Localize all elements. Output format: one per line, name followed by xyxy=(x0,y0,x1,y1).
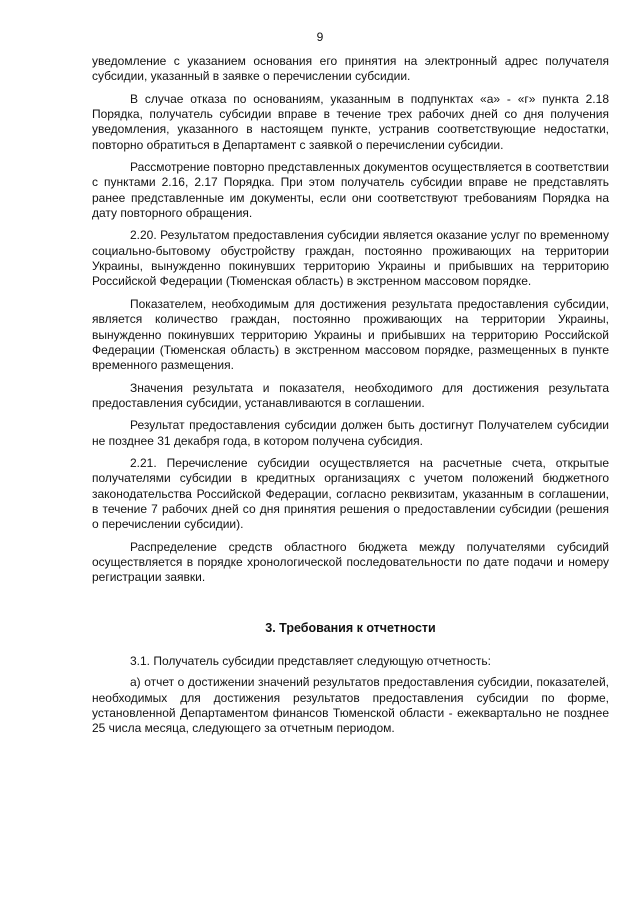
paragraph-result-deadline: Результат предоставления субсидии должен быть достигнут Получателем субсидии не позднее 31 декабря года, в котором получена субсидия. xyxy=(92,418,609,448)
paragraph-values-agreement: Значения результата и показателя, необходимого для достижения результата предоставления субсидии, устанавливаются в соглашении. xyxy=(92,380,609,410)
page-number: 9 xyxy=(316,30,324,44)
paragraph-2-20-result: 2.20. Результатом предоставления субсидии является оказание услуг по временному социально-бытовому обустройству граждан, постоянно проживающих на территории Украины, вынужденно покинувших территорию Украины и прибывших на территорию Российской Федерации (Тюменская область) в экстренном массовом порядке. xyxy=(92,228,609,289)
paragraph-budget-distribution: Распределение средств областного бюджета между получателями субсидий осуществляется в порядке хронологической последовательности по дате подачи и номеру регистрации заявки. xyxy=(92,539,609,585)
section-heading-reporting: 3. Требования к отчетности xyxy=(265,620,436,635)
paragraph-report-item-a: а) отчет о достижении значений результатов предоставления субсидии, показателей, необходимых для достижения результатов предоставления субсидии по форме, установленной Департаментом финансов Тюменской области - ежеквартально не позднее 25 числа месяца, следующего за отчетным периодом. xyxy=(92,675,609,736)
paragraph-2-21-transfer: 2.21. Перечисление субсидии осуществляется на расчетные счета, открытые получателями субсидии в кредитных организациях с учетом положений бюджетного законодательства Российской Федерации, согласно реквизитам, указанным в соглашении, в течение 7 рабочих дней со дня принятия решения о предоставлении субсидии (решения о перечислении субсидии). xyxy=(92,455,609,532)
paragraph-review-documents: Рассмотрение повторно представленных документов осуществляется в соответствии с пунктами 2.16, 2.17 Порядка. При этом получатель субсидии вправе не представлять ранее представленные им документы, если они соответствуют требованиям Порядка на дату повторного обращения. xyxy=(92,160,609,221)
paragraph-indicator: Показателем, необходимым для достижения результата предоставления субсидии, является количество граждан, постоянно проживающих на территории Украины, вынужденно покинувших территорию Украины и прибывших на территорию Российской Федерации (Тюменская область) в экстренном массовом порядке, размещенных в пункте временного размещения. xyxy=(92,296,609,373)
paragraph-3-1-reporting: 3.1. Получатель субсидии представляет следующую отчетность: xyxy=(130,654,491,668)
paragraph-refusal-resubmission: В случае отказа по основаниям, указанным в подпунктах «а» - «г» пункта 2.18 Порядка, получатель субсидии вправе в течение трех рабочих дней со дня получения уведомления, указанного в настоящем пункте, устранив соответствующие недостатки, повторно обратиться в Департамент с заявкой о перечислении субсидии. xyxy=(92,91,609,152)
paragraph-continuation: уведомление с указанием основания его принятия на электронный адрес получателя субсидии, указанный в заявке о перечислении субсидии. xyxy=(92,54,609,84)
document-body xyxy=(92,54,609,744)
